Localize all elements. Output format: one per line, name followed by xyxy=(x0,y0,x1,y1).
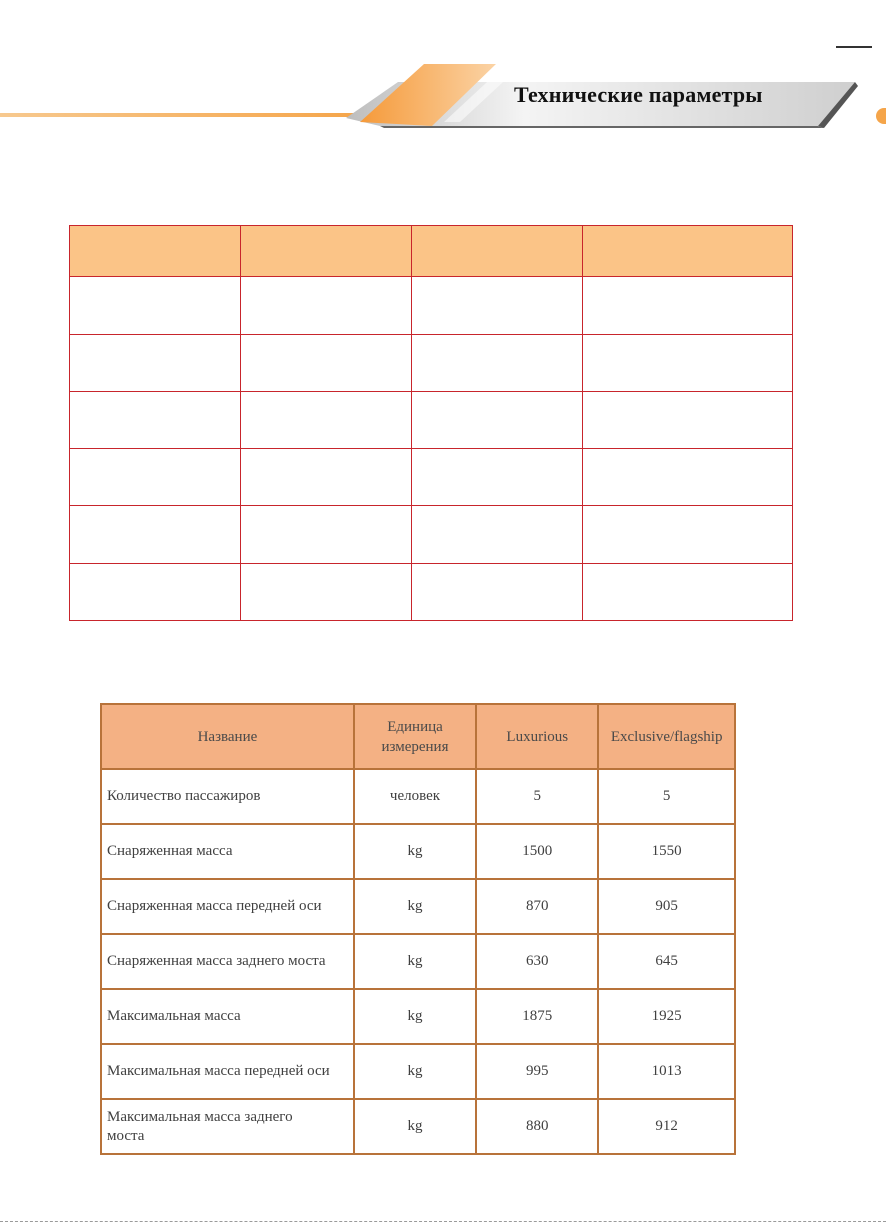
empty-cell xyxy=(412,226,583,277)
cell-name: Количество пассажиров xyxy=(101,769,354,824)
empty-table-row xyxy=(70,277,793,334)
empty-cell xyxy=(70,334,241,391)
empty-cell xyxy=(70,563,241,620)
cell-exclusive: 912 xyxy=(598,1099,735,1154)
cell-luxurious: 880 xyxy=(476,1099,598,1154)
empty-cell xyxy=(70,226,241,277)
specs-header-row xyxy=(101,704,735,769)
cell-name xyxy=(101,1099,354,1154)
column-header-luxurious: Luxurious xyxy=(476,704,598,769)
cell-name: Снаряженная масса xyxy=(101,824,354,879)
empty-cell xyxy=(583,226,793,277)
cell-unit: kg xyxy=(354,1099,476,1154)
cell-name-text: Максимальная масса передней оси xyxy=(107,1063,330,1079)
cell-unit: kg xyxy=(354,824,476,879)
cell-exclusive: 1550 xyxy=(598,824,735,879)
empty-cell xyxy=(412,449,583,506)
empty-cell xyxy=(583,391,793,448)
empty-cell xyxy=(412,391,583,448)
cell-name: Снаряженная масса заднего моста xyxy=(101,934,354,989)
empty-cell xyxy=(241,226,412,277)
cell-unit: kg xyxy=(354,989,476,1044)
empty-table-row xyxy=(70,334,793,391)
cell-luxurious: 1875 xyxy=(476,989,598,1044)
empty-table-row xyxy=(70,563,793,620)
page-title: Технические параметры xyxy=(514,82,763,107)
cell-luxurious: 995 xyxy=(476,1044,598,1099)
empty-cell xyxy=(70,449,241,506)
empty-cell xyxy=(241,277,412,334)
empty-cell xyxy=(412,277,583,334)
header-banner xyxy=(340,60,860,128)
specs-table xyxy=(100,703,736,1155)
column-header-unit xyxy=(354,704,476,769)
empty-cell xyxy=(583,334,793,391)
header-accent-line xyxy=(0,113,360,117)
column-header-name: Название xyxy=(101,704,354,769)
top-right-rule xyxy=(836,46,872,48)
side-accent-mark xyxy=(876,108,886,124)
empty-table-row xyxy=(70,506,793,563)
empty-table-header-row xyxy=(70,226,793,277)
empty-cell xyxy=(241,391,412,448)
empty-cell xyxy=(583,277,793,334)
empty-table-row xyxy=(70,449,793,506)
cell-exclusive: 905 xyxy=(598,879,735,934)
empty-cell xyxy=(583,506,793,563)
table-row xyxy=(101,934,735,989)
empty-table-row xyxy=(70,391,793,448)
cell-unit: человек xyxy=(354,769,476,824)
empty-cell xyxy=(583,449,793,506)
cell-luxurious: 630 xyxy=(476,934,598,989)
cell-unit: kg xyxy=(354,934,476,989)
empty-cell xyxy=(70,277,241,334)
cell-name: Максимальная масса xyxy=(101,989,354,1044)
cell-exclusive: 5 xyxy=(598,769,735,824)
cell-exclusive: 645 xyxy=(598,934,735,989)
table-row xyxy=(101,989,735,1044)
empty-cell xyxy=(412,563,583,620)
table-row xyxy=(101,879,735,934)
table-row xyxy=(101,1044,735,1099)
cell-luxurious: 870 xyxy=(476,879,598,934)
empty-cell xyxy=(70,506,241,563)
cell-unit: kg xyxy=(354,1044,476,1099)
empty-cell xyxy=(241,334,412,391)
cell-exclusive: 1925 xyxy=(598,989,735,1044)
empty-cell xyxy=(70,391,241,448)
table-row xyxy=(101,769,735,824)
cell-unit: kg xyxy=(354,879,476,934)
cell-exclusive: 1013 xyxy=(598,1044,735,1099)
empty-cell xyxy=(412,334,583,391)
empty-cell xyxy=(241,563,412,620)
cell-name: Снаряженная масса передней оси xyxy=(101,879,354,934)
empty-cell xyxy=(241,506,412,563)
empty-table xyxy=(69,225,793,621)
cell-name xyxy=(101,1044,354,1099)
table-row xyxy=(101,824,735,879)
column-header-unit-label: Единица измерения xyxy=(381,718,449,755)
column-header-exclusive: Exclusive/flagship xyxy=(598,704,735,769)
empty-cell xyxy=(241,449,412,506)
cell-name-text: Максимальная масса заднего моста xyxy=(107,1108,293,1144)
cell-luxurious: 1500 xyxy=(476,824,598,879)
empty-cell xyxy=(412,506,583,563)
empty-cell xyxy=(583,563,793,620)
cell-luxurious: 5 xyxy=(476,769,598,824)
bottom-dotted-line xyxy=(0,1221,886,1222)
table-row xyxy=(101,1099,735,1154)
